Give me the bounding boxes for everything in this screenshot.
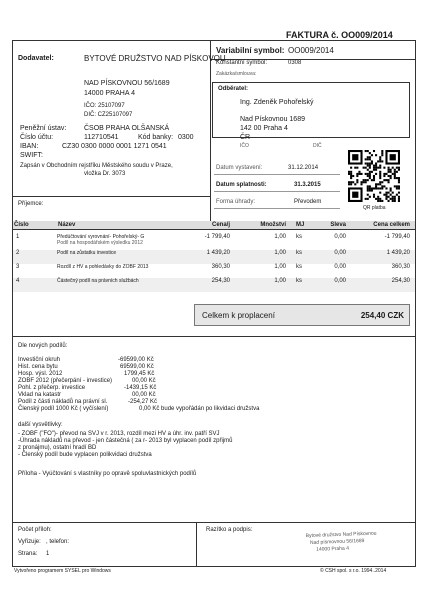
payment-form-label: Forma úhrady:	[216, 199, 256, 205]
signature-label: Razítko a podpis:	[206, 527, 253, 533]
item-discount: 0,00	[334, 234, 346, 240]
register-line-1: Zapsán v Obchodním rejstříku Městského soudu v Praze,	[20, 163, 173, 169]
iban-label: IBAN:	[20, 143, 39, 150]
item-unit: ks	[296, 234, 302, 240]
constant-symbol-label: Konstantní symbol:	[216, 60, 268, 66]
item-unit-price: -1 799,40	[204, 234, 230, 240]
invoice-title: FAKTURA č. OO009/2014	[286, 30, 393, 40]
supplier-divider	[210, 40, 211, 221]
issue-date-label: Datum vystavení:	[216, 165, 263, 171]
explanation-line: - ZOBF ("FO")- převod na SVJ v r. 2013, rozdíl mezi HV a úhr. inv. patří SVJ	[18, 431, 220, 437]
item-name: Předúčtování vyrovnání- Pohořelský- G	[57, 234, 145, 240]
table-row	[13, 250, 415, 264]
footer-divider	[12, 522, 416, 523]
column-header-name: Název	[58, 222, 76, 228]
note-label: Pohl. z přečerp. investice	[18, 385, 86, 391]
customer-city: 142 00 Praha 4	[240, 125, 288, 132]
item-number: 2	[16, 250, 20, 256]
qr-caption: QR platba	[363, 205, 386, 211]
issue-date-underline	[214, 174, 340, 175]
item-unit: ks	[296, 250, 302, 256]
payment-form-underline	[214, 208, 340, 209]
note-value: -254,27 Kč	[128, 399, 158, 405]
note-label: Hosp. výsl. 2012	[18, 371, 63, 377]
note-value: 69599,00 Kč	[120, 364, 154, 370]
note-value: 0,00 Kč bude vypořádán po likvidaci družstva	[139, 406, 260, 412]
attachment-note: Příloha - Vyúčtování s vlastníky po opravě spoluvlastnických podílů	[18, 471, 197, 477]
explanation-line: z pronájmu), ostatní hradí BD	[18, 445, 97, 451]
bank-code-label: Kód banky:	[138, 134, 174, 141]
attachments-count-label: Počet příloh:	[18, 527, 52, 533]
payment-form-value: Převodem	[294, 199, 322, 205]
item-unit-price: 1 439,20	[206, 250, 230, 256]
note-value: 1799,45 Kč	[124, 371, 155, 377]
note-value: -69599,00 Kč	[118, 357, 154, 363]
supplier-name: BYTOVÉ DRUŽSTVO NAD PÍSKOVOU	[84, 54, 226, 63]
table-row	[13, 278, 415, 292]
item-number: 4	[16, 278, 20, 284]
issued-by-label: Vyřizuje:	[18, 539, 41, 545]
item-total: 1 439,20	[386, 250, 410, 256]
variable-symbol-value: OO009/2014	[288, 46, 334, 55]
explanation-line: -Úhrada nákladů na převod - jen částečná ( za r- 2013 byl vyplacen podíl zpřijmů	[18, 438, 233, 444]
item-discount: 0,00	[334, 250, 346, 256]
recipient-divider	[12, 196, 210, 197]
item-quantity: 1,00	[274, 250, 286, 256]
item-total: 360,30	[391, 264, 410, 270]
stamp-line-3: 14000 Praha 4	[316, 545, 350, 553]
account-value: 112710541	[84, 134, 119, 141]
page-label: Strana:	[18, 551, 38, 557]
due-date-label: Datum splatnosti:	[216, 182, 267, 188]
note-value: 00,00 Kč	[132, 392, 156, 398]
register-line-2: vložka Dr. 3073	[84, 171, 126, 177]
iban-value: CZ30 0300 0000 0001 1271 0541	[62, 143, 167, 150]
customer-name: Ing. Zdeněk Pohořelský	[240, 99, 314, 106]
item-subtitle: Podíl na hospodářském výsledku 2012	[57, 240, 143, 246]
note-label: Investiční okruh	[18, 357, 61, 363]
explanation-line: - Členský podíl bude vyplacen polikvidaci družstva	[18, 452, 152, 458]
column-header-total: Cena celkem	[373, 222, 410, 228]
customer-dic-label: DIČ	[313, 143, 322, 149]
page-number: 1	[46, 551, 50, 557]
total-value: 254,40 CZK	[360, 311, 404, 320]
due-date-underline	[214, 191, 340, 192]
customer-ico-label: IČO	[240, 143, 249, 149]
swift-label: SWIFT:	[20, 152, 43, 159]
issue-date-value: 31.12.2014	[288, 165, 319, 171]
item-name: Podíl na zůstatku investice	[57, 250, 117, 256]
note-label: Hist. cena bytu	[18, 364, 58, 370]
item-name: Rozdíl z HV a pohledávky do ZOBF 2013	[57, 264, 149, 270]
items-bottom-divider	[12, 336, 416, 337]
customer-label: Odběratel:	[218, 86, 249, 92]
customer-country: ČR	[240, 134, 251, 141]
item-unit: ks	[296, 278, 302, 284]
company-stamp	[305, 530, 377, 557]
note-value: -1439,15 Kč	[124, 385, 157, 391]
explanations-title: další vysvětlivky:	[18, 422, 63, 428]
item-total: 254,30	[391, 278, 410, 284]
item-unit-price: 254,30	[211, 278, 230, 284]
account-label: Číslo účtu:	[20, 134, 54, 141]
item-number: 1	[16, 234, 20, 240]
recipient-label: Příjemce:	[18, 201, 44, 207]
table-row	[13, 234, 415, 248]
order-label: Zakázka/smlouva:	[216, 71, 257, 77]
bank-value: ČSOB PRAHA OLŠANSKÁ	[84, 125, 170, 132]
item-number: 3	[16, 264, 20, 270]
variable-symbol-label: Variabilní symbol:	[216, 46, 285, 55]
table-row	[13, 264, 415, 278]
footer-column-divider	[196, 522, 197, 567]
item-quantity: 1,00	[274, 278, 286, 284]
item-name: Částečný podíl na právních službách	[57, 278, 139, 284]
bank-code-value: 0300	[178, 134, 194, 141]
note-label: Podíl z části nákladů na právní sl.	[18, 399, 108, 405]
column-header-unit-price: Cena/j	[211, 222, 230, 228]
column-header-number: Číslo	[14, 222, 29, 228]
item-discount: 0,00	[334, 278, 346, 284]
stamp-line-2: Nad písmovnou 56/1689	[309, 538, 365, 546]
copyright-note: © CSH spol. s r.o. 1994..2014	[320, 568, 387, 574]
column-header-discount: Sleva	[330, 222, 346, 228]
item-unit-price: 360,30	[211, 264, 230, 270]
note-label: ZOBF 2012 (přečerpání - investice)	[18, 378, 113, 384]
column-header-quantity: Množství	[260, 222, 286, 228]
item-quantity: 1,00	[274, 264, 286, 270]
phone-label: , telefon:	[46, 539, 70, 545]
note-label: Členský podíl 1000 Kč ( vyčíslení)	[18, 406, 109, 412]
total-label: Celkem k proplacení	[202, 311, 275, 320]
note-label: Vklad na katastr	[18, 392, 62, 398]
item-unit: ks	[296, 264, 302, 270]
note-value: 00,00 Kč	[132, 378, 156, 384]
item-quantity: 1,00	[274, 234, 286, 240]
qr-code-icon	[348, 150, 400, 202]
supplier-ico: IČO: 25107097	[84, 103, 125, 109]
constant-symbol-value: 0308	[288, 60, 302, 66]
software-note: Vytvořeno programem SYSEL pro Windows	[14, 568, 111, 574]
supplier-street: NAD PÍSKOVNOU 56/1689	[84, 80, 170, 87]
bank-label: Peněžní ústav:	[20, 125, 67, 132]
item-total: -1 799,40	[384, 234, 410, 240]
supplier-label: Dodavatel:	[18, 55, 54, 62]
due-date-value: 31.3.2015	[294, 182, 321, 188]
notes-title: Dle nových podílů:	[18, 343, 68, 349]
item-discount: 0,00	[334, 264, 346, 270]
stamp-line-1: Bytové družstvo Nad Pískovnou	[305, 530, 377, 540]
customer-street: Nad Pískovnou 1689	[240, 116, 305, 123]
supplier-city: 14000 PRAHA 4	[84, 90, 135, 97]
supplier-dic: DIČ: CZ25107097	[84, 112, 133, 118]
column-header-unit: MJ	[296, 222, 305, 228]
